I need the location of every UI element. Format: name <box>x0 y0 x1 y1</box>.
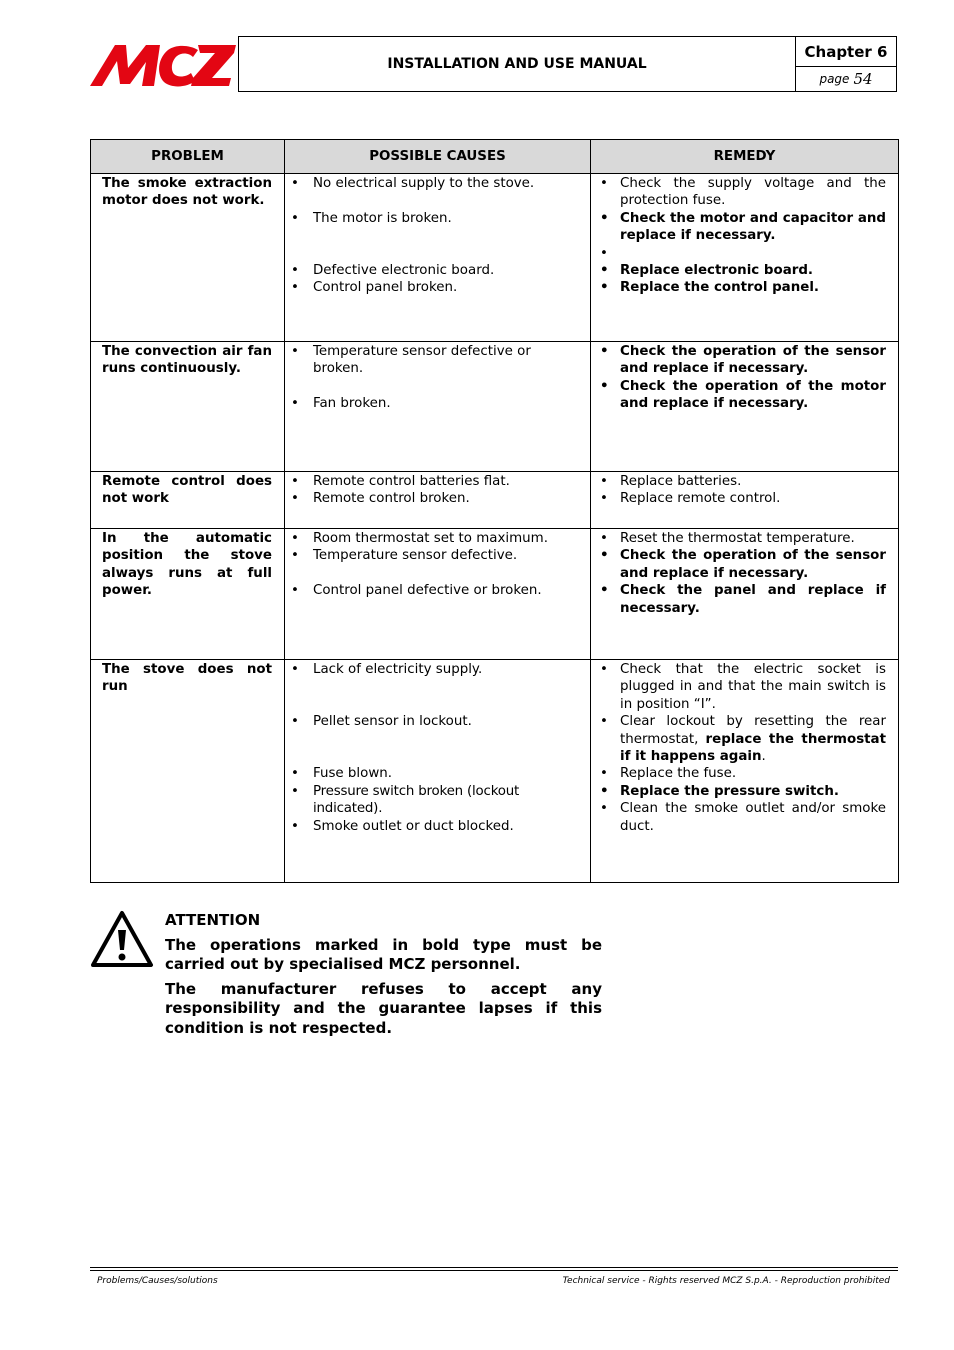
remedy-item: • Check that the electric socket is plugged in and that the main switch is in position “I”. <box>599 661 886 713</box>
cause-item: • Room thermostat set to maximum. <box>290 530 584 547</box>
causes-cell <box>285 660 591 883</box>
table-row <box>91 342 899 472</box>
header-box <box>238 36 897 92</box>
problem-cell <box>91 660 285 883</box>
remedy-text: Clear lockout by resetting the rear thermostat, <box>620 714 886 747</box>
footer-copyright: Technical service - Rights reserved MCZ S.p.A. - Reproduction prohibited <box>562 1276 890 1286</box>
remedy-item: • Replace the fuse. <box>599 765 886 782</box>
cause-item: • Remote control broken. <box>290 490 584 507</box>
cause-item: • Lack of electricity supply. <box>290 661 584 678</box>
footer-section-name: Problems/Causes/solutions <box>97 1276 218 1286</box>
remedy-cell <box>591 342 899 472</box>
remedy-text-bold: replace the thermostat if it happens again <box>620 731 886 765</box>
cause-item: • Fan broken. <box>290 395 584 412</box>
chapter-box <box>795 37 896 91</box>
remedy-item: • Replace the pressure switch. <box>599 783 886 800</box>
attention-heading: ATTENTION <box>165 911 261 929</box>
cause-item: • Pressure switch broken (lockout indicated). <box>290 783 584 818</box>
table-header-row <box>91 140 899 174</box>
cause-item: • Defective electronic board. <box>290 262 584 279</box>
remedy-item: • Reset the thermostat temperature. <box>599 530 886 547</box>
causes-cell <box>285 529 591 660</box>
cause-item: • Control panel broken. <box>290 279 584 296</box>
page-indicator <box>796 67 896 91</box>
page-label: page <box>819 72 850 86</box>
cause-item: • Control panel defective or broken. <box>290 582 584 599</box>
warning-triangle-icon <box>90 910 154 968</box>
remedy-item: • Replace remote control. <box>599 490 886 507</box>
remedy-item: • Check the operation of the motor and replace if necessary. <box>599 378 886 413</box>
page-number: 54 <box>853 70 873 88</box>
causes-cell <box>285 342 591 472</box>
remedy-item: • Replace the control panel. <box>599 279 886 296</box>
table-row <box>91 472 899 529</box>
problem-text: Remote control does not work <box>102 474 272 507</box>
remedy-item: • Replace batteries. <box>599 473 886 490</box>
problem-cell <box>91 342 285 472</box>
remedy-cell <box>591 174 899 342</box>
footer-divider <box>90 1270 898 1271</box>
attention-line-2: The manufacturer refuses to accept any responsibility and the guarantee lapses if this condition is not respected. <box>165 979 602 1037</box>
cause-item: • Smoke outlet or duct blocked. <box>290 818 584 835</box>
table-row <box>91 660 899 883</box>
remedy-item <box>599 713 886 765</box>
footer-divider <box>90 1267 898 1268</box>
mcz-logo <box>90 42 236 88</box>
column-header-causes: POSSIBLE CAUSES <box>285 140 591 174</box>
table-row <box>91 529 899 660</box>
problem-cell <box>91 174 285 342</box>
cause-item: • Temperature sensor defective. <box>290 547 584 564</box>
column-header-problem: PROBLEM <box>91 140 285 174</box>
remedy-item: • Check the operation of the sensor and replace if necessary. <box>599 343 886 378</box>
problem-text: The stove does not run <box>102 662 272 695</box>
problem-text: The smoke extraction motor does not work. <box>102 176 272 209</box>
troubleshooting-table <box>90 139 899 883</box>
remedy-cell <box>591 529 899 660</box>
remedy-text: . <box>761 749 766 765</box>
causes-cell <box>285 472 591 529</box>
remedy-cell <box>591 660 899 883</box>
manual-title: INSTALLATION AND USE MANUAL <box>387 56 647 72</box>
remedy-item: • Clean the smoke outlet and/or smoke duct. <box>599 800 886 835</box>
column-header-remedy: REMEDY <box>591 140 899 174</box>
problem-cell <box>91 472 285 529</box>
problem-text: In the automatic position the stove always runs at full power. <box>102 531 272 599</box>
cause-item: • The motor is broken. <box>290 210 584 227</box>
problem-text: The convection air fan runs continuously. <box>102 344 272 377</box>
table-row <box>91 174 899 342</box>
cause-item: • No electrical supply to the stove. <box>290 175 584 192</box>
attention-line-1: The operations marked in bold type must be carried out by specialised MCZ personnel. <box>165 935 602 973</box>
remedy-cell <box>591 472 899 529</box>
cause-item: • Temperature sensor defective or broken. <box>290 343 584 378</box>
remedy-item: • Check the operation of the sensor and replace if necessary. <box>599 547 886 582</box>
chapter-label: Chapter 6 <box>796 37 896 67</box>
remedy-item: • Check the motor and capacitor and replace if necessary. <box>599 210 886 245</box>
remedy-item: • Replace electronic board. <box>599 262 886 279</box>
attention-notice <box>165 911 602 1038</box>
causes-cell <box>285 174 591 342</box>
remedy-item: • Check the panel and replace if necessary. <box>599 582 886 617</box>
remedy-item <box>599 245 886 262</box>
cause-item: • Fuse blown. <box>290 765 584 782</box>
problem-cell <box>91 529 285 660</box>
cause-item: • Pellet sensor in lockout. <box>290 713 584 730</box>
cause-item: • Remote control batteries flat. <box>290 473 584 490</box>
remedy-item: • Check the supply voltage and the protection fuse. <box>599 175 886 210</box>
